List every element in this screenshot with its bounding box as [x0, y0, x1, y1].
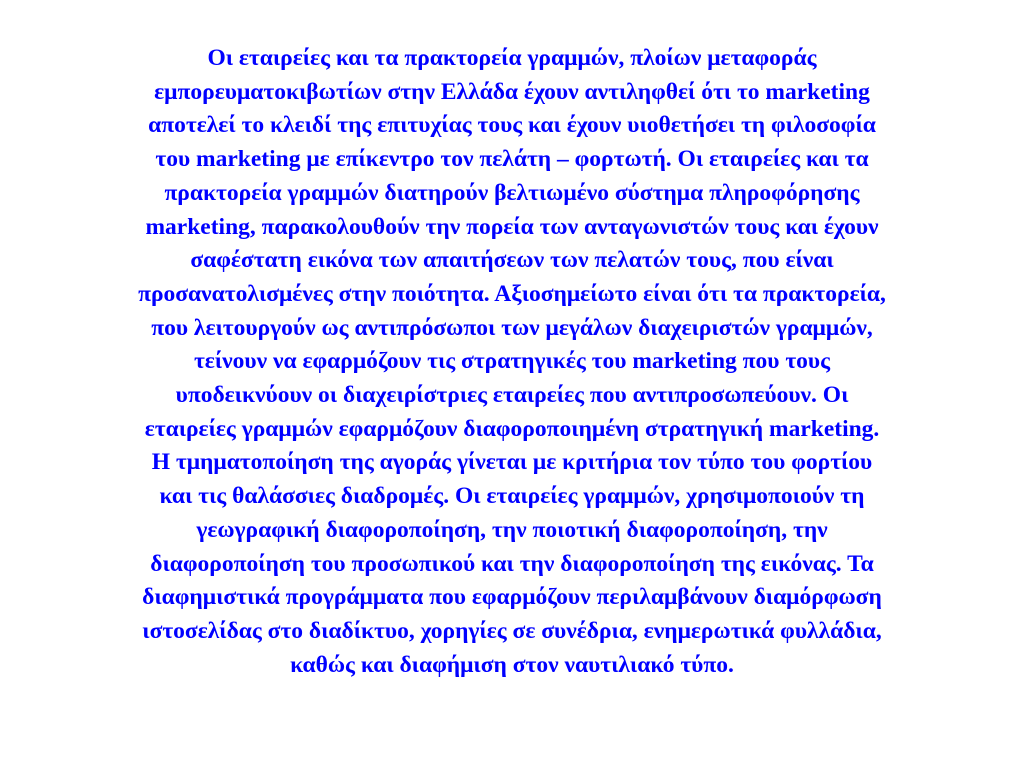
paragraph-line: και τις θαλάσσιες διαδρομές. Οι εταιρείες γραμμών, χρησιμοποιούν τη [159, 483, 865, 510]
paragraph-line: Οι εταιρείες και τα πρακτορεία γραμμών, πλοίων μεταφοράς [207, 45, 817, 71]
paragraph-line: διαφημιστικά προγράμματα που εφαρμόζουν περιλαμβάνουν διαμόρφωση [142, 584, 882, 611]
paragraph-line: διαφοροποίηση του προσωπικού και την διαφοροποίηση της εικόνας. Τα [150, 550, 874, 577]
paragraph-line: καθώς και διαφήμιση στον ναυτιλιακό τύπο. [290, 651, 734, 678]
paragraph-line: marketing, παρακολουθούν την πορεία των ανταγωνιστών τους και έχουν [145, 213, 879, 240]
paragraph-line: υποδεικνύουν οι διαχειρίστριες εταιρείες που αντιπροσωπεύουν. Οι [175, 382, 849, 409]
paragraph-line: εμπορευματοκιβωτίων στην Ελλάδα έχουν αντιληφθεί ότι το marketing [154, 78, 870, 105]
paragraph-line: σαφέστατη εικόνα των απαιτήσεων των πελατών τους, που είναι [190, 247, 834, 274]
paragraph-line: αποτελεί το κλειδί της επιτυχίας τους και έχουν υιοθετήσει τη φιλοσοφία [148, 112, 876, 139]
paragraph-line: του marketing με επίκεντρο τον πελάτη – φορτωτή. Οι εταιρείες και τα [155, 146, 869, 173]
paragraph-line: προσανατολισμένες στην ποιότητα. Αξιοσημείωτο είναι ότι τα πρακτορεία, [138, 280, 886, 307]
paragraph-line: τείνουν να εφαρμόζουν τις στρατηγικές του marketing που τους [193, 348, 831, 375]
paragraph-line: ιστοσελίδας στο διαδίκτυο, χορηγίες σε συνέδρια, ενημερωτικά φυλλάδια, [142, 617, 882, 644]
paragraph-line: Η τμηματοποίηση της αγοράς γίνεται με κριτήρια τον τύπο του φορτίου [151, 449, 873, 476]
paragraph-line: γεωγραφική διαφοροποίηση, την ποιοτική διαφοροποίηση, την [196, 516, 828, 543]
paragraph-line: εταιρείες γραμμών εφαρμόζουν διαφοροποιημένη στρατηγική marketing. [144, 415, 880, 442]
body-paragraph [30, 42, 994, 682]
paragraph-line: που λειτουργούν ως αντιπρόσωποι των μεγάλων διαχειριστών γραμμών, [151, 314, 873, 341]
paragraph-line: πρακτορεία γραμμών διατηρούν βελτιωμένο σύστημα πληροφόρησης [164, 179, 860, 206]
